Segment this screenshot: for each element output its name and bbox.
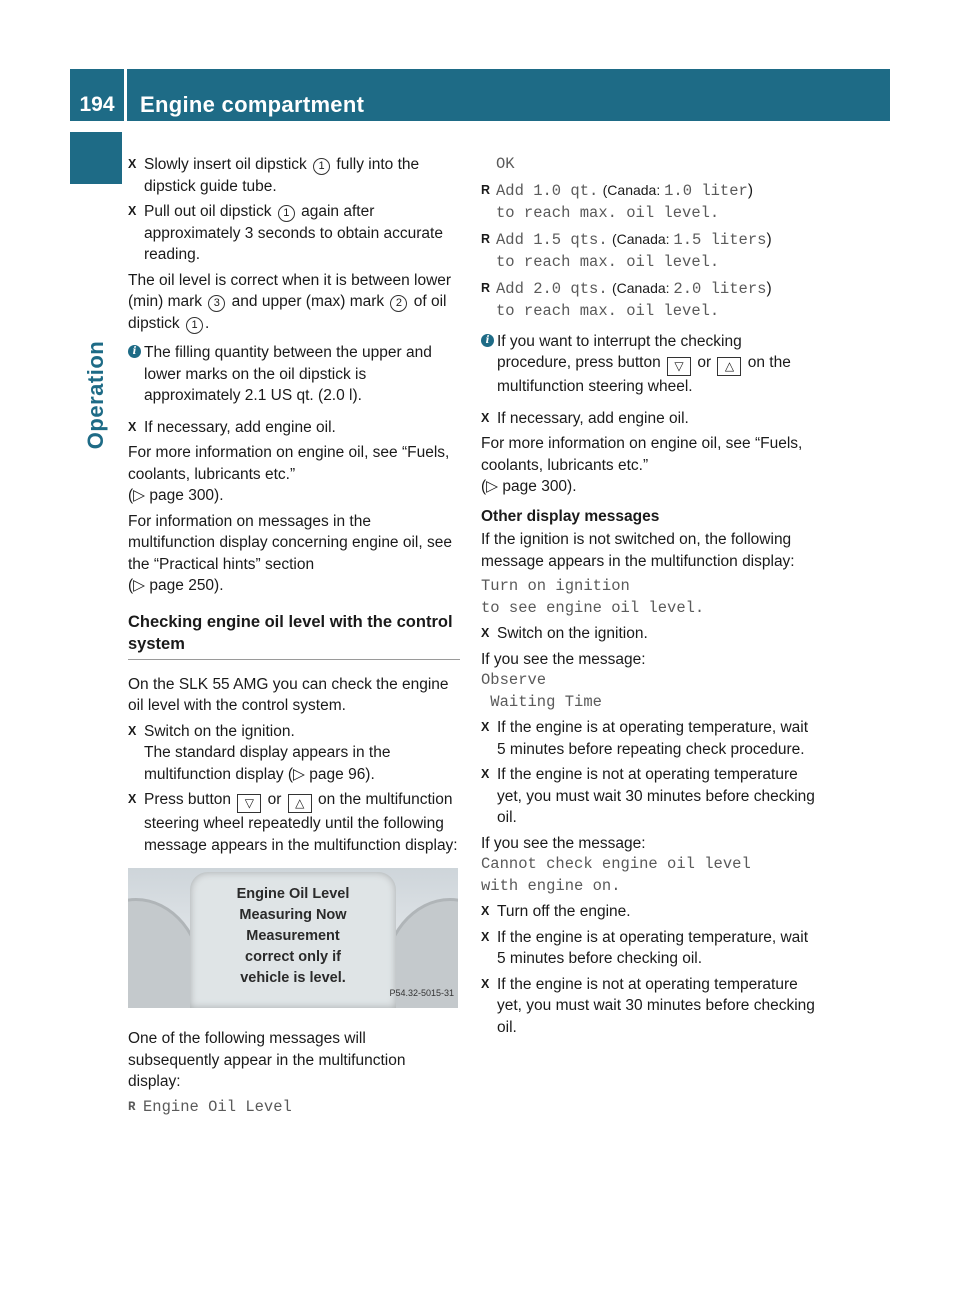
page-ref-arrow-icon: ▷ bbox=[133, 577, 146, 594]
step-wait-5-min: X If the engine is at operating temperature, wait 5 minutes before checking oil. bbox=[481, 927, 817, 970]
mark-1-icon: 1 bbox=[186, 317, 203, 334]
if-message-paragraph: If you see the message: bbox=[481, 834, 646, 852]
page-ref-link[interactable]: page 250). bbox=[149, 577, 224, 594]
step-wait-5-min: X If the engine is at operating temperature, wait 5 minutes before repeating check procedure. bbox=[481, 717, 817, 760]
info-icon: i bbox=[128, 345, 141, 358]
page-ref-link[interactable]: page 300). bbox=[502, 478, 577, 495]
more-info-paragraph: For more information on engine oil, see “Fuels, coolants, lubricants etc.” (▷ page 300). bbox=[481, 435, 803, 495]
more-info-paragraph: For more information on engine oil, see “Fuels, coolants, lubricants etc.” (▷ page 300). bbox=[128, 444, 450, 504]
following-messages-paragraph: One of the following messages will subsequently appear in the multifunction display: bbox=[128, 1030, 406, 1090]
info-interrupt: i If you want to interrupt the checking procedure, press button ▽ or △ on the multifunction steering wheel. bbox=[481, 331, 817, 398]
button-up-icon: ▽ bbox=[667, 357, 691, 376]
message-continuation: OK bbox=[496, 155, 515, 173]
mark-1-icon: 1 bbox=[278, 205, 295, 222]
page-ref-link[interactable]: page 96). bbox=[309, 765, 375, 783]
step-add-oil: X If necessary, add engine oil. bbox=[128, 417, 460, 439]
page-title: Engine compartment bbox=[140, 92, 365, 117]
button-down-icon: △ bbox=[717, 357, 741, 376]
side-tab-marker bbox=[70, 132, 122, 184]
page-number: 194 bbox=[79, 93, 115, 116]
page-ref-arrow-icon: ▷ bbox=[293, 765, 305, 783]
ignition-off-paragraph: If the ignition is not switched on, the following message appears in the multifunction display: bbox=[481, 531, 795, 570]
message-cannot-check: Cannot check engine oil level with engine on. bbox=[481, 855, 751, 895]
page-ref-link[interactable]: page 300). bbox=[149, 487, 224, 504]
section-rule bbox=[128, 659, 460, 660]
page-ref-arrow-icon: ▷ bbox=[486, 478, 499, 495]
image-code: P54.32-5015-31 bbox=[389, 987, 454, 998]
step-insert-dipstick: X Slowly insert oil dipstick 1 fully into the dipstick guide tube. bbox=[128, 154, 460, 197]
slk-paragraph: On the SLK 55 AMG you can check the engine oil level with the control system. bbox=[128, 675, 449, 714]
button-up-icon: ▽ bbox=[237, 794, 261, 813]
mark-3-icon: 3 bbox=[208, 295, 225, 312]
mark-1-icon: 1 bbox=[313, 158, 330, 175]
section-heading: Checking engine oil level with the control system bbox=[128, 612, 453, 653]
message-observe: Observe Waiting Time bbox=[481, 671, 602, 711]
if-message-paragraph: If you see the message: bbox=[481, 650, 646, 668]
side-tab-label: Operation bbox=[83, 340, 108, 450]
step-turn-off: X Turn off the engine. bbox=[481, 901, 817, 923]
mark-2-icon: 2 bbox=[390, 295, 407, 312]
step-wait-30-min: X If the engine is not at operating temperature yet, you must wait 30 minutes before checking oil. bbox=[481, 764, 817, 829]
multifunction-display-photo bbox=[128, 868, 458, 1008]
other-messages-heading: Other display messages bbox=[481, 507, 660, 525]
page-ref-arrow-icon: ▷ bbox=[133, 487, 146, 504]
step-switch-on: X Switch on the ignition. bbox=[481, 623, 817, 645]
header-divider bbox=[124, 69, 127, 121]
info-icon: i bbox=[481, 334, 494, 347]
step-press-button: X Press button ▽ or △ on the multifunction steering wheel repeatedly until the following message appears in the multifunction display: bbox=[128, 789, 460, 856]
message-bullet: R Add 1.5 qts. (Canada: 1.5 liters) to reach max. oil level. bbox=[481, 229, 817, 274]
messages-info-paragraph: For information on messages in the multifunction display concerning engine oil, see the “Practical hints” section (▷ page 250). bbox=[128, 512, 452, 594]
step-wait-30-min: X If the engine is not at operating temperature yet, you must wait 30 minutes before checking oil. bbox=[481, 974, 817, 1039]
button-down-icon: △ bbox=[288, 794, 312, 813]
display-message: Engine Oil Level Measuring Now Measurement correct only if vehicle is level. bbox=[236, 886, 350, 986]
info-filling-quantity: i The filling quantity between the upper and lower marks on the oil dipstick is approximately 2.1 US qt. (2.0 l). bbox=[128, 342, 460, 407]
left-column bbox=[128, 154, 460, 1122]
message-bullet: R Add 2.0 qts. (Canada: 2.0 liters) to reach max. oil level. bbox=[481, 278, 817, 323]
message-turn-on-ignition: Turn on ignition to see engine oil level. bbox=[481, 577, 705, 617]
right-column bbox=[481, 154, 817, 1042]
message-bullet: R Add 1.0 qt. (Canada: 1.0 liter) to reach max. oil level. bbox=[481, 180, 817, 225]
step-pull-dipstick: X Pull out oil dipstick 1 again after approximately 3 seconds to obtain accurate reading. bbox=[128, 201, 460, 266]
step-add-oil: X If necessary, add engine oil. bbox=[481, 408, 817, 430]
message-bullet: R Engine Oil Level bbox=[128, 1097, 460, 1119]
step-ignition: X Switch on the ignition. The standard display appears in the multifunction display (▷ page 96). bbox=[128, 721, 460, 786]
oil-level-paragraph: The oil level is correct when it is between lower (min) mark 3 and upper (max) mark 2 of oil dipstick 1 . bbox=[128, 271, 452, 332]
